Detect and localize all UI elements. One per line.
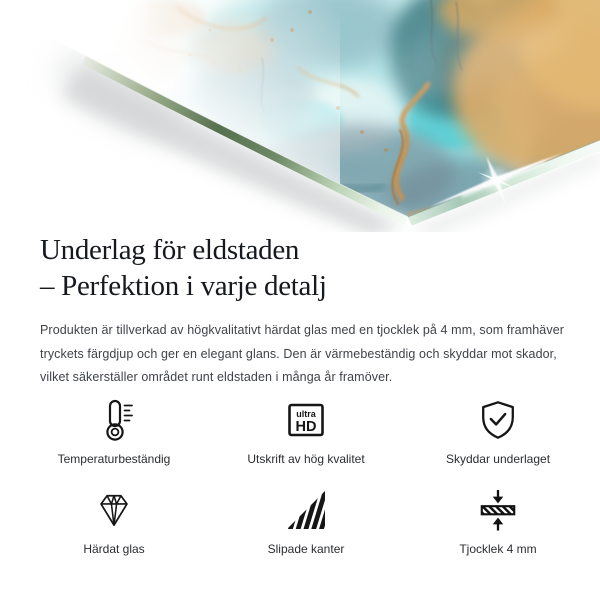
feature-temperature: [18, 396, 210, 466]
page-title-line2: – Perfektion i varje detalj: [40, 270, 327, 302]
svg-text:ultra: ultra: [296, 409, 316, 419]
shield-check-icon: [477, 396, 519, 444]
feature-grid: [18, 396, 594, 576]
feature-label: Slipade kanter: [267, 542, 345, 556]
product-image: [0, 0, 600, 232]
product-description-section: [40, 230, 570, 390]
page-title: [40, 232, 570, 304]
marble-glass-art: [0, 0, 600, 232]
feature-print-quality: [210, 396, 402, 466]
feature-label: Tjocklek 4 mm: [459, 542, 537, 556]
page-title-line1: Underlag för eldstaden: [40, 234, 300, 266]
thermometer-icon: [92, 396, 136, 444]
thickness-icon: [477, 486, 519, 534]
beveled-edges-icon: [287, 486, 325, 534]
product-description: Produkten är tillverkad av högkvalitativt härdat glas med en tjocklek på 4 mm, som framhäver tryckets färgdjup och ger en elegant glans. Den är värmebeständig och skyddar mot skador, vilket säkerställer området runt eldstaden i många år framöver.: [40, 323, 565, 384]
feature-label: Härdat glas: [83, 542, 145, 556]
feature-label: Skyddar underlaget: [445, 452, 551, 466]
feature-label: Utskrift av hög kvalitet: [247, 452, 365, 466]
ultra-hd-icon: [284, 396, 328, 444]
diamond-icon: [93, 486, 135, 534]
feature-polished-edges: [210, 486, 402, 556]
feature-tempered-glass: [18, 486, 210, 556]
feature-label: Temperaturbeständig: [57, 452, 171, 466]
feature-protection: [402, 396, 594, 466]
svg-text:HD: HD: [295, 419, 317, 435]
feature-thickness: [402, 486, 594, 556]
